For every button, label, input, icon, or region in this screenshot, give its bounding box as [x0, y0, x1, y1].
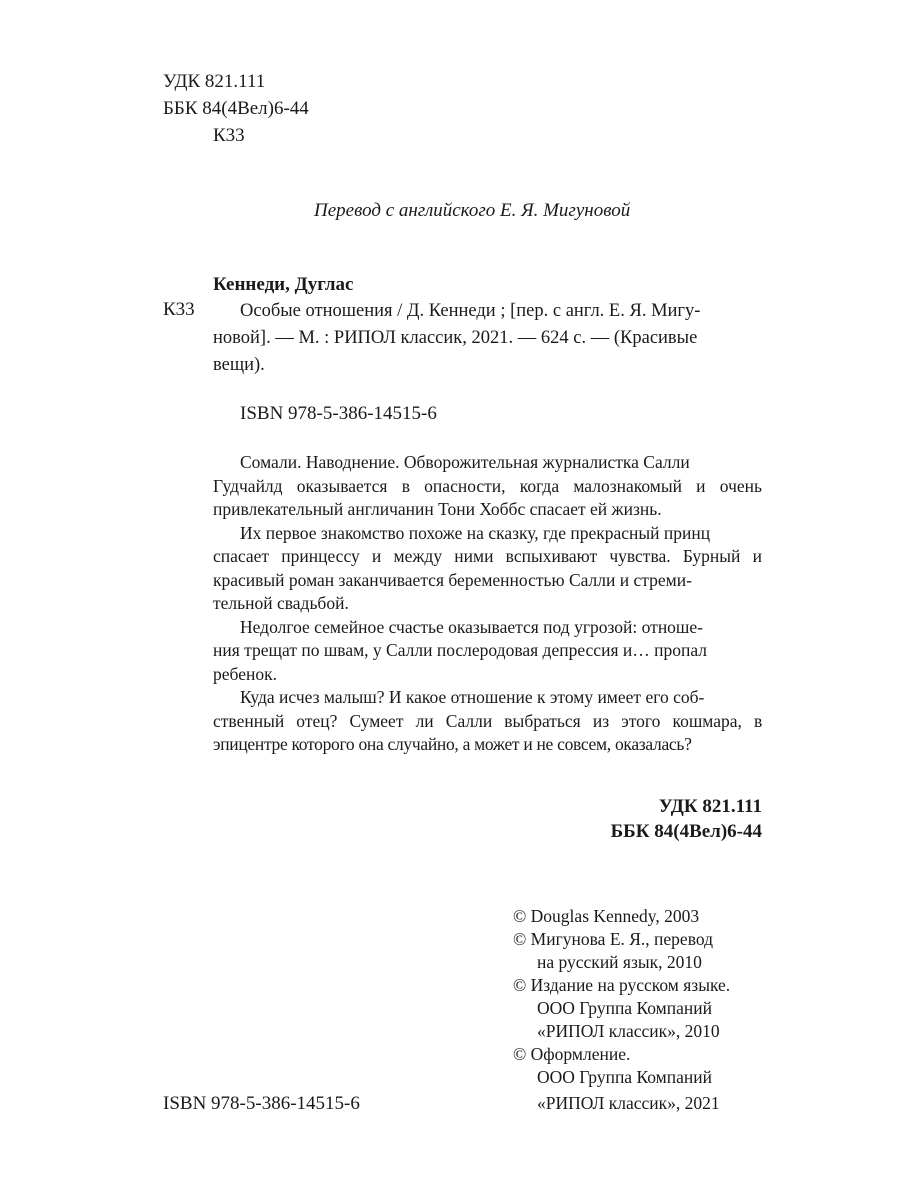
annotation-p3-line2: ния трещат по швам, у Салли послеродовая депрессия и… пропал: [213, 640, 707, 660]
copyright-translation-line1: © Мигунова Е. Я., перевод: [513, 929, 713, 949]
annotation-p4-line1: Куда исчез малыш? И какое отношение к этому имеет его соб-: [240, 687, 705, 707]
catalog-entry: [240, 298, 762, 325]
author-mark-top: К33: [213, 125, 245, 146]
annotation-p3-line3: ребенок.: [213, 663, 277, 684]
catalog-line-2: новой]. — М. : РИПОЛ классик, 2021. — 624 с. — (Красивые: [213, 328, 698, 348]
isbn-bottom: ISBN 978-5-386-14515-6: [163, 1093, 360, 1114]
copyright-edition-line3: «РИПОЛ классик», 2010: [537, 1021, 720, 1041]
annotation-p4-line2: ственный отец? Сумеет ли Салли выбраться из этого кошмара,: [213, 710, 742, 731]
annotation-p1-first: [240, 451, 762, 475]
copyright-edition-line1: © Издание на русском языке.: [513, 975, 731, 995]
translation-note: Перевод с английского Е. Я. Мигуновой: [314, 200, 631, 221]
copyright-translation-line2: на русский язык, 2010: [537, 952, 702, 972]
annotation-p3-line1: Недолгое семейное счастье оказывается под угрозой: отноше-: [240, 616, 704, 637]
catalog-line-1: Особые отношения / Д. Кеннеди ; [пер. с англ. Е. Я. Мигу-: [240, 301, 701, 321]
annotation-p1-line1: Сомали. Наводнение. Обворожительная журналистка Салли: [240, 452, 690, 472]
annotation-p2-line3: и красивый роман заканчивается беременностью Салли и стреми-: [213, 546, 762, 590]
copyright-edition-line2: ООО Группа Компаний: [537, 998, 712, 1018]
author-mark-entry: К33: [163, 299, 195, 320]
copyright-design-line2: ООО Группа Компаний: [537, 1067, 712, 1087]
isbn-entry: ISBN 978-5-386-14515-6: [240, 403, 437, 424]
annotation-p3: [213, 639, 762, 686]
bbk-top: ББК 84(4Вел)6-44: [163, 98, 309, 119]
copyright-design-line1: © Оформление.: [513, 1044, 631, 1064]
annotation-p4-line3: в эпицентре которого она случайно, а может и не совсем, оказалась?: [213, 710, 763, 754]
annotation-p2-first: [240, 522, 762, 546]
annotation-p4: [213, 710, 762, 757]
annotation-p2-line1: Их первое знакомство похоже на сказку, где прекрасный принц: [240, 522, 711, 543]
copyright-author: © Douglas Kennedy, 2003: [513, 906, 700, 926]
annotation-p2-line4: тельной свадьбой.: [213, 593, 349, 613]
annotation-p1-line2: Гудчайлд оказывается в опасности, когда малознакомый и очень: [213, 475, 762, 496]
annotation-p2-line2: спасает принцессу и между ними вспыхивают чувства. Бурный: [213, 546, 741, 566]
annotation-p1: [213, 475, 762, 522]
bbk-bottom: ББК 84(4Вел)6-44: [610, 821, 762, 842]
annotation-p2: [213, 545, 762, 616]
catalog-line-3: вещи).: [213, 355, 265, 375]
copyright-design-line3: «РИПОЛ классик», 2021: [537, 1093, 720, 1113]
author-heading: Кеннеди, Дуглас: [213, 274, 354, 295]
annotation-p3-first: [240, 616, 762, 640]
udk-top: УДК 821.111: [163, 71, 266, 92]
catalog-entry-cont: [213, 325, 762, 379]
annotation-p4-first: [240, 686, 762, 710]
annotation-p1-line3: привлекательный англичанин Тони Хоббс спасает ей жизнь.: [213, 499, 662, 519]
udk-bottom: УДК 821.111: [658, 796, 762, 817]
